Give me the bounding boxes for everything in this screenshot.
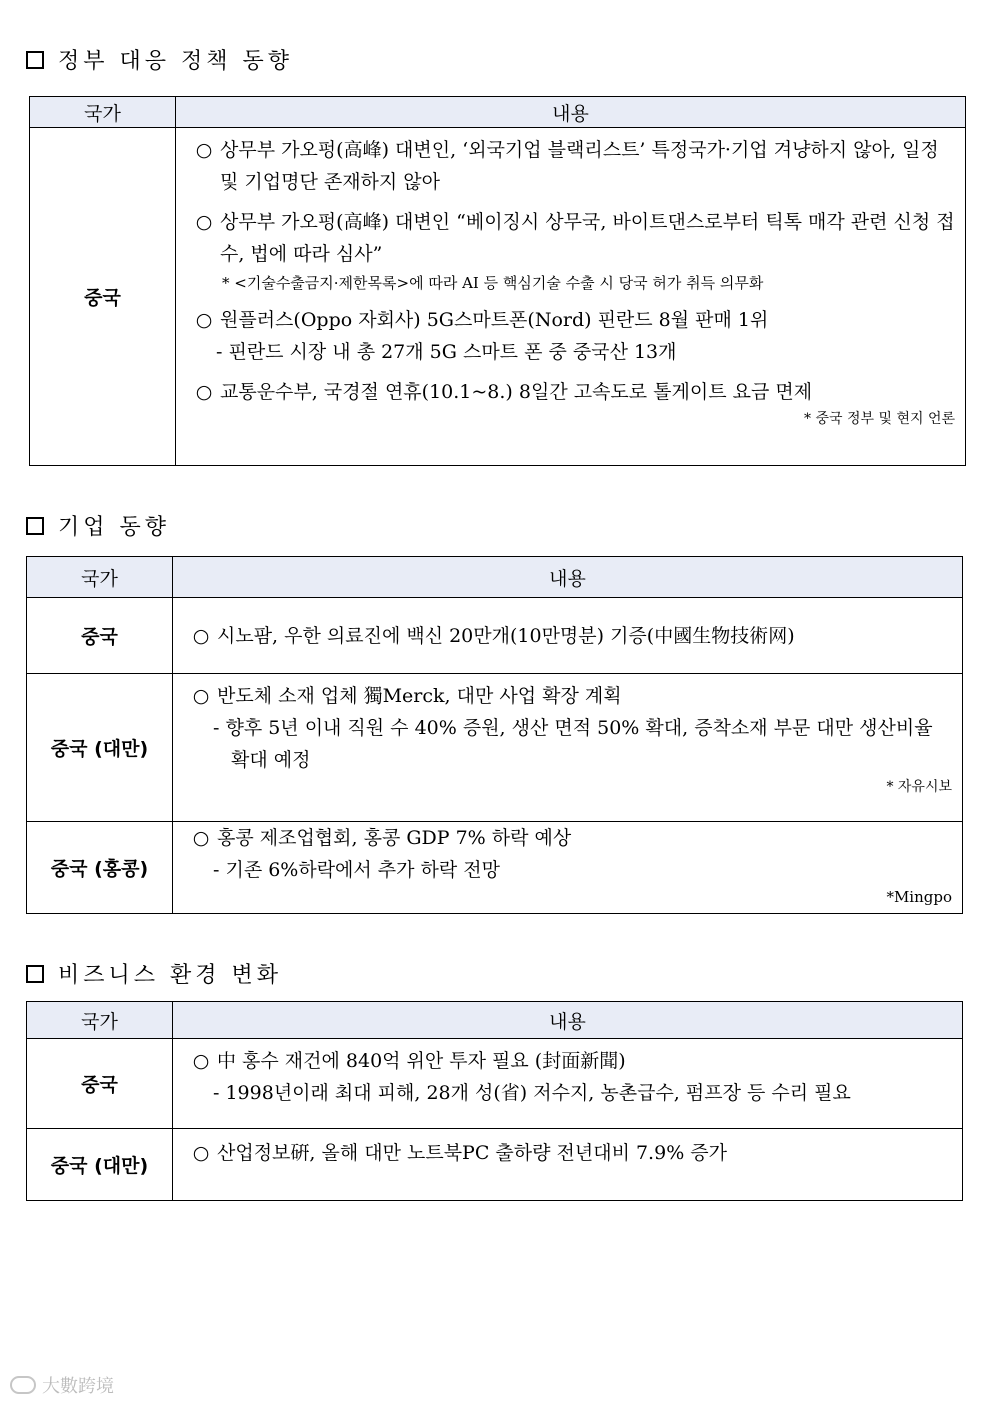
list-item: ○ 교통운수부, 국경절 연휴(10.1~8.) 8일간 고속도로 톨게이트 요금 면제	[188, 376, 955, 408]
list-item: ○ 홍콩 제조업협회, 홍콩 GDP 7% 하락 예상	[185, 822, 952, 854]
section-title-text: 비즈니스 환경 변화	[58, 963, 283, 988]
circle-bullet-icon: ○	[192, 685, 210, 707]
list-item: ○ 산업정보硏, 올해 대만 노트북PC 출하량 전년대비 7.9% 증가	[185, 1137, 952, 1169]
circle-bullet-icon: ○	[192, 1142, 210, 1164]
country-cell: 중국	[27, 1039, 173, 1129]
country-cell: 중국 (홍콩)	[27, 822, 173, 914]
content-cell	[173, 1039, 963, 1129]
section-title-business	[26, 958, 282, 989]
footnote: * <기술수출금지·제한목록>에 따라 AI 등 핵심기술 수출 시 당국 허가 취득 의무화	[222, 274, 764, 292]
content-cell	[173, 674, 963, 822]
checkbox-square-icon	[26, 965, 44, 983]
country-cell: 중국 (대만)	[27, 674, 173, 822]
list-item: ○ 상무부 가오펑(高峰) 대변인 “베이징시 상무국, 바이트댄스로부터 틱톡 매각 관련 신청 접수, 법에 따라 심사”	[188, 206, 955, 270]
content-cell	[173, 598, 963, 674]
table-row	[27, 1039, 963, 1129]
source-note: *Mingpo	[886, 888, 952, 906]
header-content: 내용	[173, 557, 963, 598]
header-country: 국가	[27, 1002, 173, 1039]
table-row	[27, 674, 963, 822]
table-header-row	[30, 97, 966, 128]
table-row	[27, 1129, 963, 1201]
header-content: 내용	[176, 97, 966, 128]
sub-item: - 핀란드 시장 내 총 27개 5G 스마트 폰 중 중국산 13개	[216, 341, 677, 363]
watermark	[10, 1372, 114, 1398]
section-title-text: 기업 동향	[58, 515, 171, 540]
circle-bullet-icon: ○	[192, 827, 210, 849]
business-table	[26, 1001, 963, 1201]
sub-item: - 1998년이래 최대 피해, 28개 성(省) 저수지, 농촌급수, 펌프장 등 수리 필요	[213, 1082, 851, 1104]
source-note: * 자유시보	[886, 779, 952, 795]
list-item: ○ 시노팜, 우한 의료진에 백신 20만개(10만명분) 기증(中國生物技術网)	[185, 620, 952, 652]
circle-bullet-icon: ○	[195, 139, 213, 161]
content-cell	[176, 128, 966, 466]
circle-bullet-icon: ○	[192, 1050, 210, 1072]
table-header-row	[27, 557, 963, 598]
section-title-policy	[26, 44, 293, 75]
country-cell: 중국 (대만)	[27, 1129, 173, 1201]
sub-item: - 향후 5년 이내 직원 수 40% 증원, 생산 면적 50% 확대, 증착소재 부문 대만 생산비율 확대 예정	[213, 717, 933, 771]
list-item: ○ 반도체 소재 업체 獨Merck, 대만 사업 확장 계획	[185, 680, 952, 712]
content-cell	[173, 1129, 963, 1201]
table-row	[27, 822, 963, 914]
source-note: * 중국 정부 및 현지 언론	[804, 411, 955, 427]
list-item: ○ 상무부 가오펑(高峰) 대변인, ‘외국기업 블랙리스트’ 특정국가·기업 겨냥하지 않아, 일정 및 기업명단 존재하지 않아	[188, 134, 955, 198]
country-cell: 중국	[30, 128, 176, 466]
header-country: 국가	[30, 97, 176, 128]
corporate-table	[26, 556, 963, 914]
table-row	[30, 128, 966, 466]
checkbox-square-icon	[26, 51, 44, 69]
circle-bullet-icon: ○	[195, 309, 213, 331]
section-title-corporate	[26, 510, 170, 541]
header-content: 내용	[173, 1002, 963, 1039]
list-item: ○ 中 홍수 재건에 840억 위안 투자 필요 (封面新聞)	[185, 1045, 952, 1077]
list-item: ○ 원플러스(Oppo 자회사) 5G스마트폰(Nord) 핀란드 8월 판매 1위	[188, 304, 955, 336]
header-country: 국가	[27, 557, 173, 598]
country-cell: 중국	[27, 598, 173, 674]
checkbox-square-icon	[26, 517, 44, 535]
circle-bullet-icon: ○	[192, 624, 210, 647]
table-row	[27, 598, 963, 674]
watermark-text: 大數跨境	[42, 1376, 114, 1397]
policy-table	[29, 96, 966, 466]
circle-bullet-icon: ○	[195, 381, 213, 403]
circle-bullet-icon: ○	[195, 211, 213, 233]
watermark-logo-icon	[10, 1376, 36, 1394]
section-title-text: 정부 대응 정책 동향	[58, 49, 293, 74]
table-header-row	[27, 1002, 963, 1039]
content-cell	[173, 822, 963, 914]
sub-item: - 기존 6%하락에서 추가 하락 전망	[213, 859, 501, 881]
